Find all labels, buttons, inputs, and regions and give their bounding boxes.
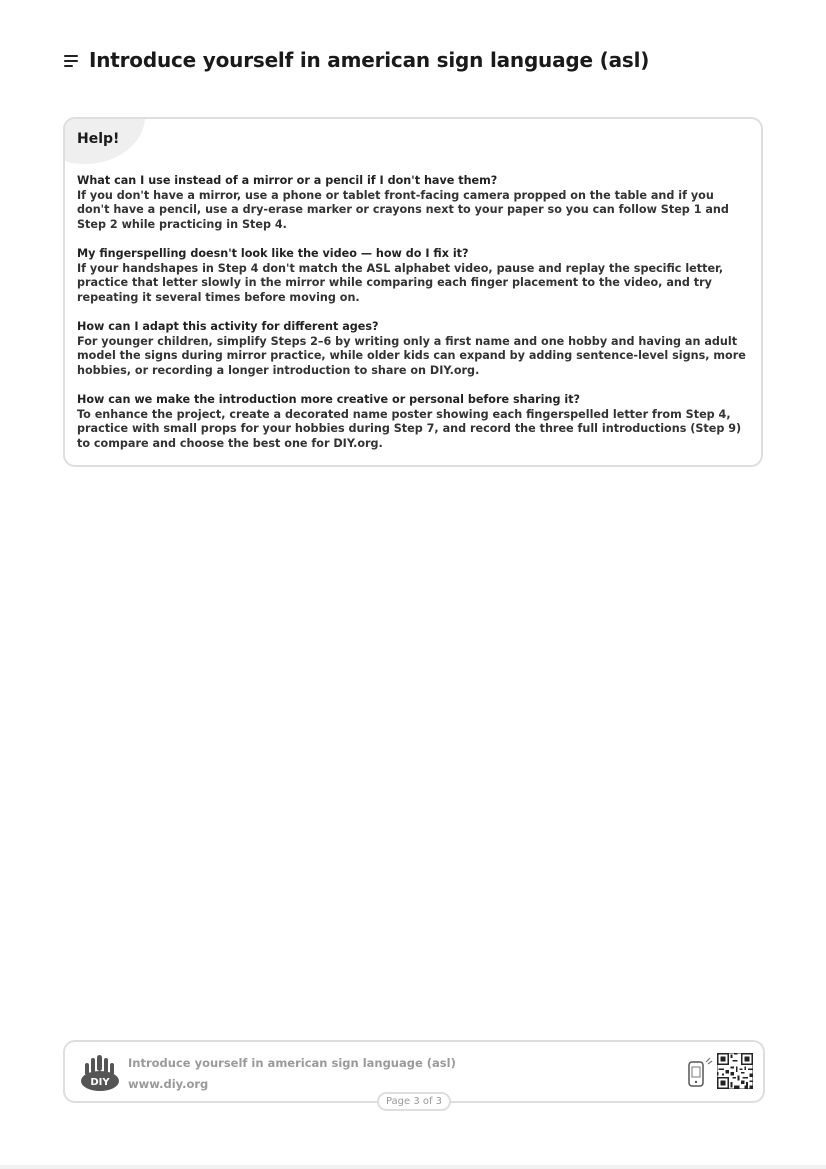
faq-item (77, 320, 747, 378)
qr-code-icon (717, 1053, 753, 1089)
faq-item (77, 393, 747, 451)
faq-question: How can we make the introduction more creative or personal before sharing it? (77, 393, 581, 406)
faq-answer: If you don't have a mirror, use a phone or tablet front-facing camera propped on the table and if you don't have a pencil, use a dry-erase marker or crayons next to your paper so you can follow Step 1 and Step 2 while practicing in Step 4. (77, 188, 729, 231)
faq-question: What can I use instead of a mirror or a pencil if I don't have them? (77, 174, 498, 187)
footer-url[interactable]: www.diy.org (128, 1077, 209, 1091)
phone-scan-icon (687, 1056, 713, 1088)
diy-logo-icon (79, 1053, 121, 1093)
faq-question: How can I adapt this activity for different ages? (77, 320, 379, 333)
help-heading: Help! (77, 131, 120, 147)
help-section (63, 117, 763, 467)
faq-answer: To enhance the project, create a decorated name poster showing each fingerspelled letter from Step 4, practice with small props for your hobbies during Step 7, and record the three full introductions (Step 9) to compare and choose the best one for DIY.org. (77, 407, 742, 450)
faq-item (77, 247, 747, 305)
faq-answer: If your handshapes in Step 4 don't match the ASL alphabet video, pause and replay the specific letter, practice that letter slowly in the mirror while comparing each finger placement to the video, and try repeating it several times before moving on. (77, 261, 724, 304)
page-bottom-edge (0, 1165, 826, 1169)
page-title: Introduce yourself in american sign language (asl) (89, 48, 650, 72)
page-number: Page 3 of 3 (377, 1092, 451, 1111)
menu-icon[interactable] (64, 55, 78, 67)
faq-question: My fingerspelling doesn't look like the video — how do I fix it? (77, 247, 469, 260)
footer-title: Introduce yourself in american sign language (asl) (128, 1056, 456, 1070)
faq-item (77, 174, 747, 232)
page-header (64, 48, 649, 72)
logo-text: DIY (90, 1077, 110, 1088)
faq-list (77, 174, 747, 466)
faq-answer: For younger children, simplify Steps 2–6 by writing only a first name and one hobby and having an adult model the signs during mirror practice, while older kids can expand by adding sentence-level signs, more hobbies, or recording a longer introduction to share on DIY.org. (77, 334, 746, 377)
